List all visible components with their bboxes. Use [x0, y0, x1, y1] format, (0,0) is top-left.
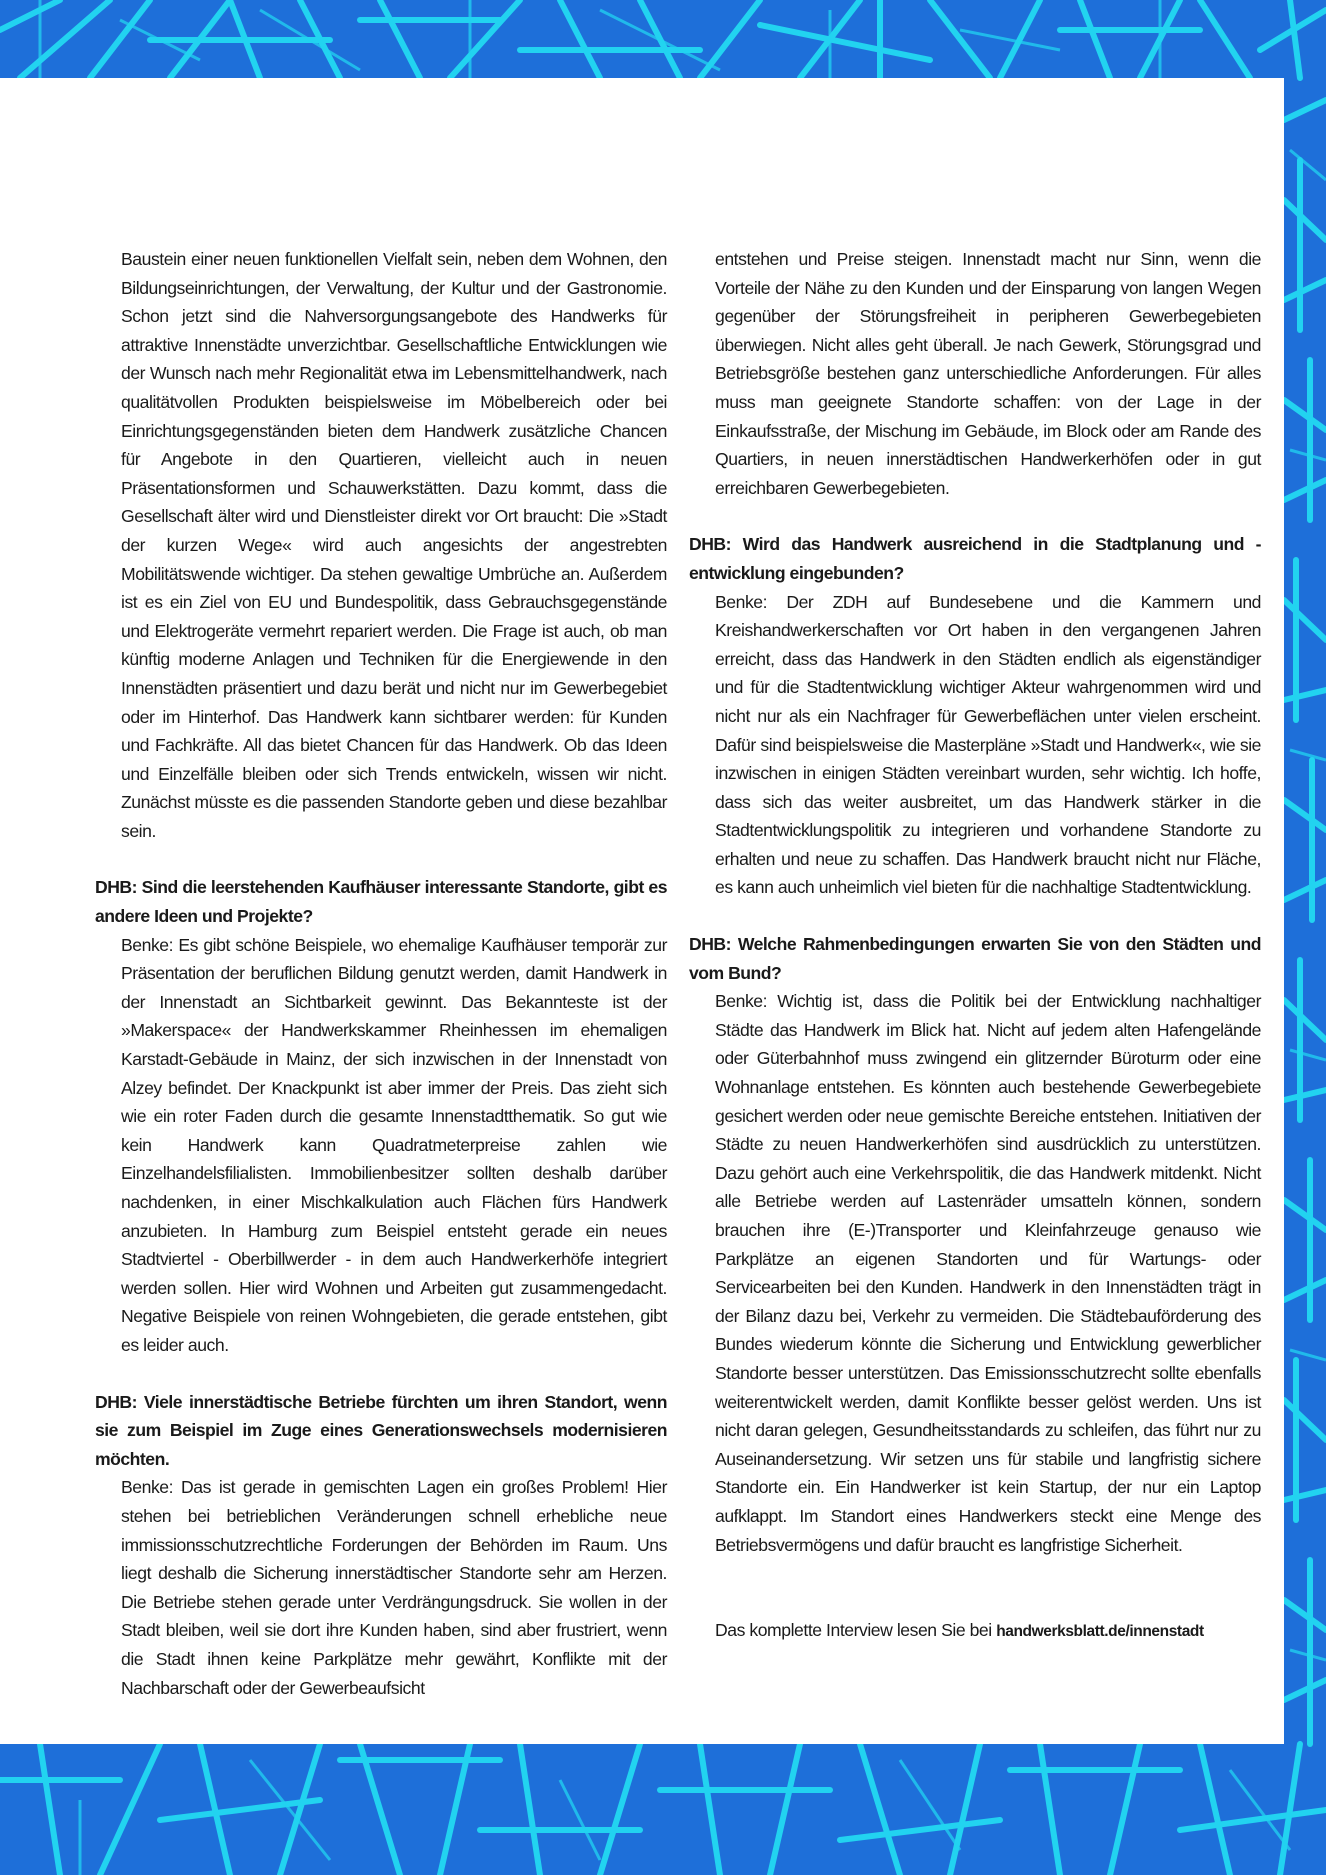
right-column — [689, 245, 1261, 1647]
answer-vacant-department-stores: Benke: Es gibt schöne Beispiele, wo ehemalige Kaufhäuser temporär zur Präsentation der beruflichen Bildung genutzt werden, damit Handwerk in der Innenstadt an Sichtbarkeit gewinnt. Das Bekannteste ist der »Makerspace« der Handwerkskammer Rheinhessen im ehemaligen Karstadt-Gebäude in Mainz, der sich inzwischen in der Innenstadt von Alzey befindet. Der Knackpunkt ist aber immer der Preis. Das zieht sich wie ein roter Faden durch die gesamte Innenstadtthematik. So gut wie kein Handwerk kann Quadratmeterpreise zahlen wie Einzelhandelsfilialisten. Immobilienbesitzer sollten deshalb darüber nachdenken, in einer Mischkalkulation auch Flächen fürs Handwerk anzubieten. In Hamburg zum Beispiel entsteht gerade ein neues Stadtviertel - Oberbillwerder - in dem auch Handwerkerhöfe integriert werden sollen. Hier wird Wohnen und Arbeiten gut zusammengedacht. Negative Beispiele von reinen Wohngebieten, die gerade entstehen, gibt es leider auch. — [121, 934, 667, 1355]
question-inner-city-businesses: DHB: Viele innerstädtische Betriebe fürchten um ihren Standort, wenn sie zum Beispiel im Zuge eines Generationswechsels modernisieren möchten. — [95, 1391, 667, 1469]
question-urban-planning: DHB: Wird das Handwerk ausreichend in die Stadtplanung und -entwicklung eingebunden? — [689, 534, 1261, 583]
article-page — [0, 78, 1284, 1744]
left-column — [95, 245, 667, 1702]
question-framework-conditions: DHB: Welche Rahmenbedingungen erwarten Sie von den Städten und vom Bund? — [689, 934, 1261, 983]
full-interview-note — [689, 1616, 1261, 1647]
full-interview-text: Das komplette Interview lesen Sie bei — [715, 1620, 992, 1641]
answer-urban-planning: Benke: Der ZDH auf Bundesebene und die Kammern und Kreishandwerkerschaften vor Ort haben in den vergangenen Jahren erreicht, dass das Handwerk in den Städten endlich als eigenständiger und für die Stadtentwicklung wichtiger Akteur wahrgenommen wird und nicht nur als ein Nachfrager für Gewerbeflächen unter vielen erscheint. Dafür sind beispielsweise die Masterpläne »Stadt und Handwerk«, wie sie inzwischen in einigen Städten vereinbart wurden, sehr wichtig. Ich hoffe, dass sich das weiter ausbreitet, um das Handwerk stärker in die Stadtentwicklungspolitik zu integrieren und vorhandene Standorte zu erhalten und neue zu schaffen. Das Handwerk braucht nicht nur Fläche, es kann auch unheimlich viel bieten für die nachhaltige Stadtentwicklung. — [715, 591, 1261, 898]
answer-inner-city-businesses: Benke: Das ist gerade in gemischten Lagen ein großes Problem! Hier stehen bei betrieblichen Veränderungen schnell erhebliche neue immissionsschutzrechtliche Forderungen der Behörden im Raum. Uns liegt deshalb die Sicherung innerstädtischer Standorte sehr am Herzen. Die Betriebe stehen gerade unter Verdrängungsdruck. Sie wollen in der Stadt bleiben, weil sie dort ihre Kunden haben, sind aber frustriert, wenn die Stadt ihnen keine Parkplätze mehr gewährt, Konflikte mit der Nachbarschaft oder der Gewerbeaufsicht — [121, 1477, 667, 1698]
continued-paragraph: entstehen und Preise steigen. Innenstadt macht nur Sinn, wenn die Vorteile der Nähe zu den Kunden und der Einsparung von langen Wegen gegenüber der Störungsfreiheit in peripheren Gewerbegebieten überwiegen. Nicht alles geht überall. Je nach Gewerk, Störungsgrad und Betriebsgröße bestehen ganz unterschiedliche Anforderungen. Für alles muss man geeignete Standorte schaffen: von der Lage in der Einkaufsstraße, der Mischung im Gebäude, im Block oder am Rande des Quartiers, in neuen innerstädtischen Handwerkerhöfen oder in gut erreichbaren Gewerbegebieten. — [715, 249, 1261, 498]
answer-framework-conditions: Benke: Wichtig ist, dass die Politik bei der Entwicklung nachhaltiger Städte das Handwerk im Blick hat. Nicht auf jedem alten Hafengelände oder Güterbahnhof muss zwingend ein glitzernder Büroturm oder eine Wohnanlage entstehen. Es könnten auch bestehende Gewerbegebiete gesichert werden oder neue gemischte Bereiche entstehen. Initiativen der Städte zu neuen Handwerkerhöfen sind ausdrücklich zu unterstützen. Dazu gehört auch eine Verkehrspolitik, die das Handwerk mitdenkt. Nicht alle Betriebe werden auf Lastenräder umsatteln können, sondern brauchen ihre (E-)Transporter und Kleinfahrzeuge genauso wie Parkplätze an eigenen Standorten und für Wartungs- oder Servicearbeiten bei den Kunden. Handwerk in den Innenstädten trägt in der Bilanz dazu bei, Verkehr zu vermeiden. Die Städtebauförderung des Bundes wiederum könnte die Sicherung und Entwicklung gewerblicher Standorte besser unterstützen. Das Emissionsschutzrecht sollte ebenfalls weiterentwickelt werden, damit Konflikte besser gelöst werden. Uns ist nicht daran gelegen, Gesundheitsstandards zu schleifen, das führt nur zu Auseinandersetzung. Wir setzen uns für stabile und langfristig sichere Standorte ein. Ein Handwerker ist kein Startup, der nur ein Laptop aufklappt. Im Standort eines Handwerkers steckt eine Menge des Betriebsvermögens und dafür braucht es langfristige Sicherheit. — [715, 991, 1261, 1555]
intro-paragraph: Baustein einer neuen funktionellen Vielfalt sein, neben dem Wohnen, den Bildungseinrichtungen, der Verwaltung, der Kultur und der Gastronomie. Schon jetzt sind die Nahversorgungsangebote des Handwerks für attraktive Innenstädte unverzichtbar. Gesellschaftliche Entwicklungen wie der Wunsch nach mehr Regionalität etwa im Lebensmittelhandwerk, nach qualitätvollen Produkten beispielsweise im Möbelbereich oder bei Einrichtungsgegenständen bieten dem Handwerk zusätzliche Chancen für Angebote in den Quartieren, vielleicht auch in neuen Präsentationsformen und Schauwerkstätten. Dazu kommt, dass die Gesellschaft älter wird und Dienstleister direkt vor Ort braucht: Die »Stadt der kurzen Wege« wird auch angesichts der angestrebten Mobilitätswende wichtiger. Da stehen gewaltige Umbrüche an. Außerdem ist es ein Ziel von EU und Bundespolitik, dass Gebrauchsgegenstände und Elektrogeräte vermehrt repariert werden. Die Frage ist auch, ob man künftig moderne Anlagen und Techniken für die Energiewende in den Innenstädten präsentiert und dazu berät und nicht nur im Gewerbegebiet oder im Hinterhof. Das Handwerk kann sichtbarer werden: für Kunden und Fachkräfte. All das bietet Chancen für das Handwerk. Ob das Ideen und Einzelfälle bleiben oder sich Trends entwickeln, wissen wir nicht. Zunächst müsste es die passenden Standorte geben und diese bezahlbar sein. — [121, 249, 667, 841]
question-vacant-department-stores: DHB: Sind die leerstehenden Kaufhäuser interessante Standorte, gibt es andere Ideen und Projekte? — [95, 877, 667, 927]
interview-link[interactable]: handwerksblatt.de/innenstadt — [996, 1623, 1204, 1641]
